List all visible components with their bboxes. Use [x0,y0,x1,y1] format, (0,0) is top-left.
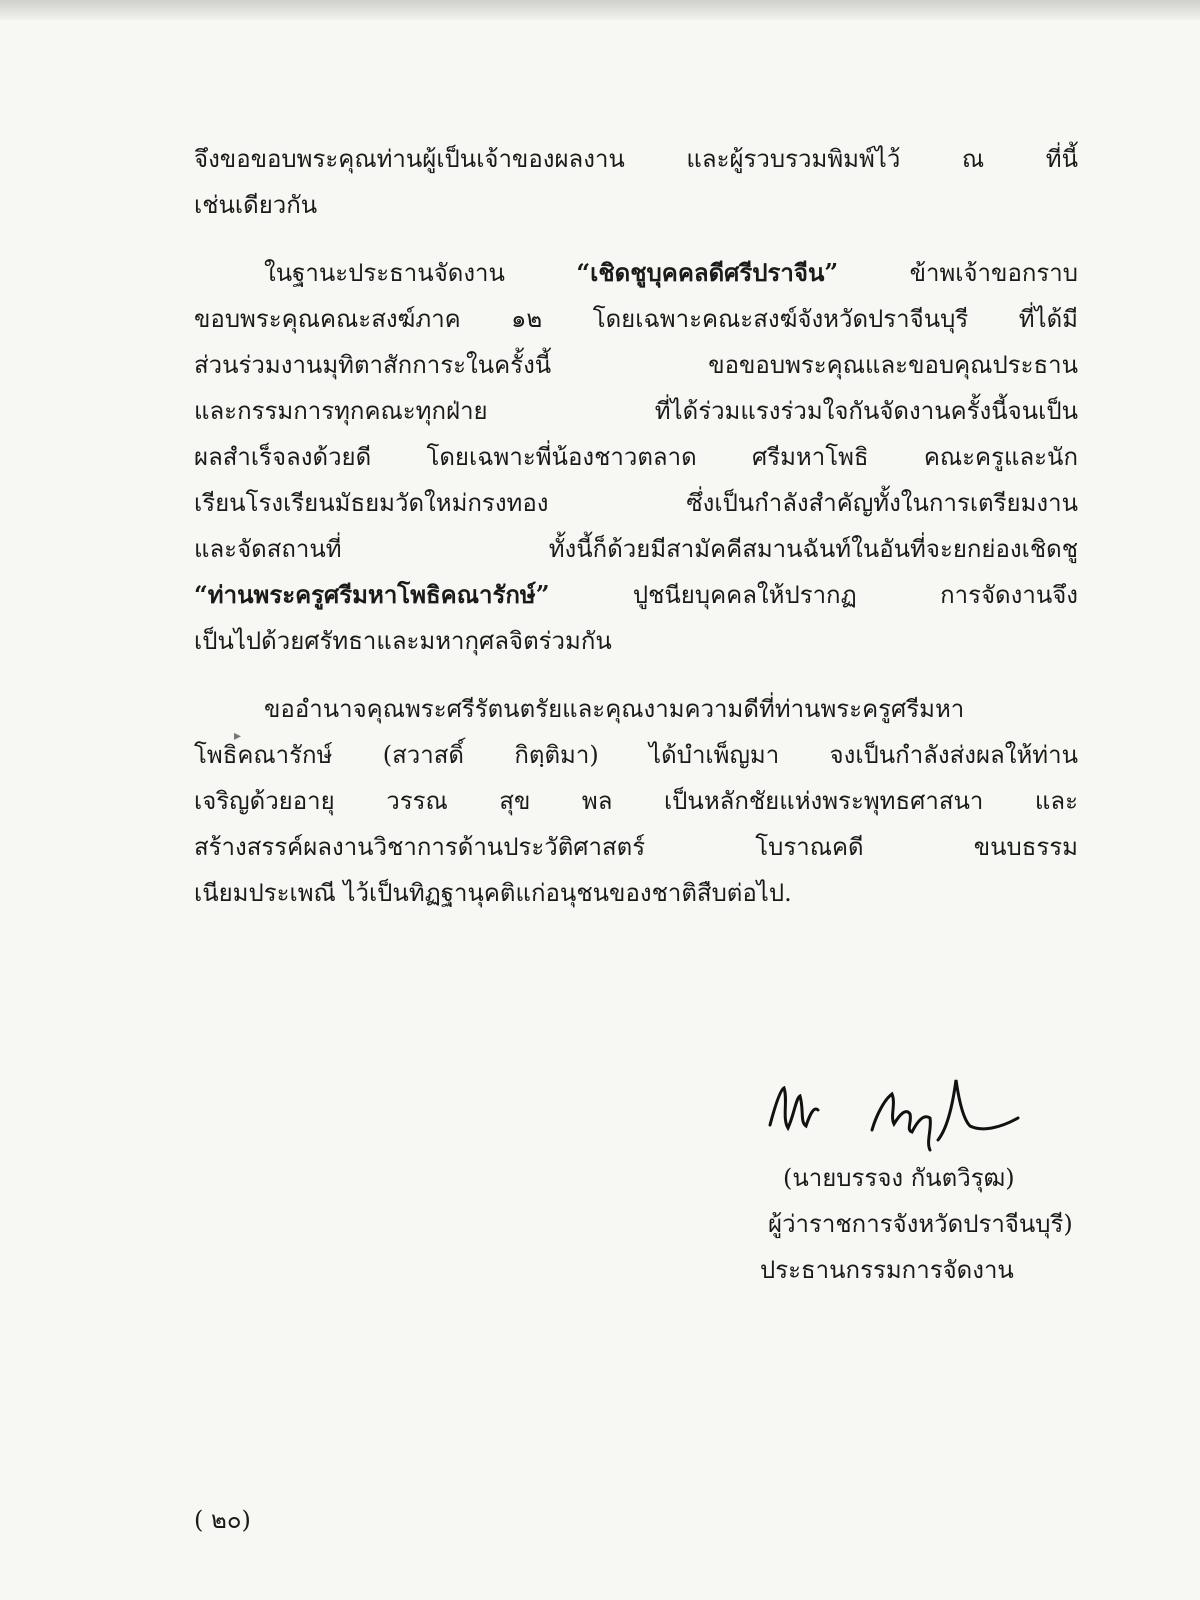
stray-mark: ▸ [234,728,242,744]
scan-top-edge [0,0,1200,20]
signatory-position: ผู้ว่าราชการจังหวัดปราจีนบุรี) [768,1210,1073,1238]
body-line: ส่วนร่วมงานมุทิตาสักการะในครั้งนี้ ขอขอบพระคุณและขอบคุณประธาน [194,351,1078,379]
signature-block [760,1155,1080,1293]
body-line: จึงขอขอบพระคุณท่านผู้เป็นเจ้าของผลงาน และผู้รวบรวมพิมพ์ไว้ ณ ที่นี้ [194,145,1078,173]
body-line: ผลสำเร็จลงด้วยดี โดยเฉพาะพี่น้องชาวตลาด ศรีมหาโพธิ คณะครูและนัก [194,443,1078,471]
body-line: เป็นไปด้วยศรัทธาและมหากุศลจิตร่วมกัน [194,627,612,655]
body-line: โพธิคณารักษ์ (สวาสดิ์ กิตฺติมา) ได้บำเพ็ญมา จงเป็นกำลังส่งผลให้ท่าน [194,741,1078,769]
body-line: และกรรมการทุกคณะทุกฝ่าย ที่ได้ร่วมแรงร่วมใจกันจัดงานครั้งนี้จนเป็น [194,397,1078,425]
text-span: ปูชนียบุคคลให้ปรากฏ การจัดงานจึง [549,581,1078,609]
signatory-name: (นายบรรจง กันตวิรุฒ) [783,1164,1015,1192]
signatory-role: ประธานกรรมการจัดงาน [760,1256,1014,1284]
body-line: ขออำนาจคุณพระศรีรัตนตรัยและคุณงามความดีที่ท่านพระครูศรีมหา [264,695,965,723]
text-span: ในฐานะประธานจัดงาน [264,259,577,287]
text-span: ข้าพเจ้าขอกราบ [838,259,1078,287]
body-line: สร้างสรรค์ผลงานวิชาการด้านประวัติศาสตร์ โบราณคดี ขนบธรรม [194,833,1078,861]
body-line: เรียนโรงเรียนมัธยมวัดใหม่กรงทอง ซึ่งเป็นกำลังสำคัญทั้งในการเตรียมงาน [194,489,1078,517]
body-line [194,572,1078,618]
letter-body [194,136,1078,916]
page-number: ( ๒๐) [194,1506,251,1534]
body-line: ขอบพระคุณคณะสงฆ์ภาค ๑๒ โดยเฉพาะคณะสงฆ์จังหวัดปราจีนบุรี ที่ได้มี [194,305,1078,333]
body-line: เช่นเดียวกัน [194,191,318,219]
honoree-name-bold: “ท่านพระครูศรีมหาโพธิคณารักษ์” [194,580,550,609]
body-line: เจริญด้วยอายุ วรรณ สุข พล เป็นหลักชัยแห่งพระพุทธศาสนา และ [194,787,1078,815]
body-line: และจัดสถานที่ ทั้งนี้ก็ด้วยมีสามัคคีสมานฉันท์ในอันที่จะยกย่องเชิดชู [194,535,1078,563]
body-line: เนียมประเพณี ไว้เป็นทิฏฐานุคติแก่อนุชนของชาติสืบต่อไป. [194,879,792,907]
event-name-bold: “เชิดชูบุคคลดีศรีปราจีน” [576,258,839,287]
body-line [194,250,1078,296]
